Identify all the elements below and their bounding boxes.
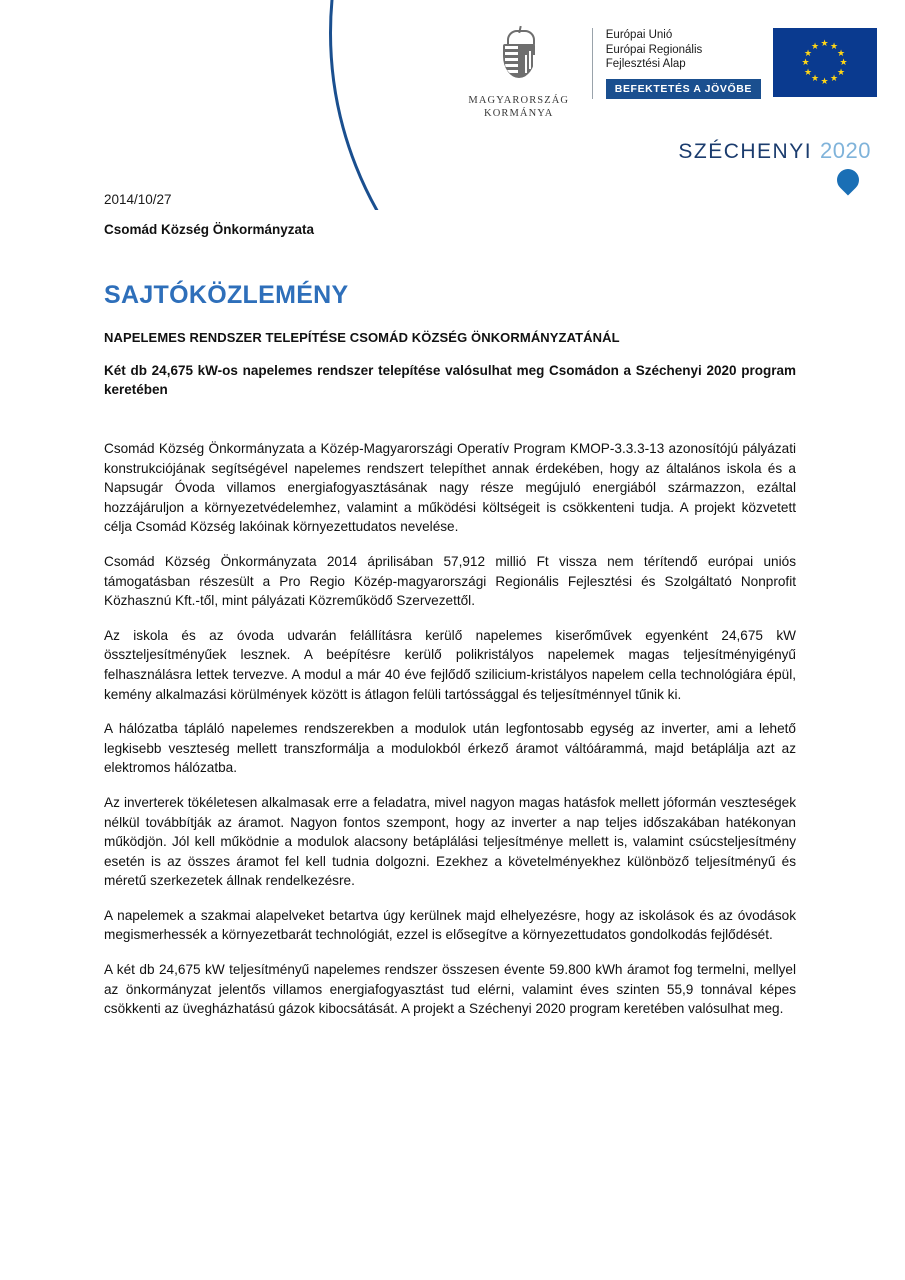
organization-name: Csomád Község Önkormányzata xyxy=(104,222,315,237)
paragraph: A két db 24,675 kW teljesítményű napelemes rendszer összesen évente 59.800 kWh áramot fog termelni, mellyel az önkormányzat jelentős villamos energiafogyasztást tud elérni, valamint éves szinten 55,9 tonnával képes csökkenti az üvegházhatású gázok kibocsátását. A projekt a Széchenyi 2020 program keretében valósulhat meg. xyxy=(104,962,796,1017)
paragraph: Az iskola és az óvoda udvarán felállításra kerülő napelemes kiserőművek egyenként 24,675 kW összteljesítményűek lesznek. A beépítésre kerülő polikristályos napelemek magas teljesítményigényű felhasználásra lettek tervezve. A modul a már 40 éve fejlődő szilicium-kristályos napelem cella technológiára épül, kemény alkalmazási körülmények között is átlagon felüli tartóssággal és teljesítménnyel tűnik ki. xyxy=(104,627,796,702)
eu-star-icon: ★ xyxy=(804,66,813,77)
paragraph: Csomád Község Önkormányzata 2014 áprilisában 57,912 millió Ft vissza nem térítendő európai uniós támogatásban részesült a Pro Regio Közép-magyarországi Regionális Fejlesztési és Szolgáltató Nonprofit Közhasznú Kft.-től, mint pályázati Közreműködő Szervezettől. xyxy=(104,553,796,609)
eu-star-icon: ★ xyxy=(836,66,846,77)
eu-star-icon: ★ xyxy=(839,57,848,67)
document-body xyxy=(104,0,804,1034)
page-title: SAJTÓKÖZLEMÉNY xyxy=(104,281,349,309)
eu-star-icon: ★ xyxy=(811,73,820,84)
paragraph: Csomád Község Önkormányzata a Közép-Magyarországi Operatív Program KMOP-3.3.3-13 azonosítójú pályázati konstrukciójának segítségével napelemes rendszert telepíthet annak érdekében, hogy az általános iskola és a Napsugár Óvoda villamos energiafogyasztásának nagy része megújuló energiából származzon, ezáltal hozzájáruljon a környezetvédelemhez, valamint a működési költségeit is csökkenteni tudja. A projekt közvetett célja Csomád Község lakóinak környezettudatos nevelése. xyxy=(104,441,796,535)
document-date: 2014/10/27 xyxy=(104,192,172,207)
eu-star-icon: ★ xyxy=(836,47,846,58)
eu-star-icon: ★ xyxy=(830,40,839,51)
paragraph: Az inverterek tökéletesen alkalmasak erre a feladatra, mivel nagyon magas hatásfok mellett jóformán veszteségek nélkül továbbítják az áramot. Nagyon fontos szempont, hogy az inverter a nap teljes időszakában hatékonyan működjön. Jól kell működnie a modulok alacsony betáplálási teljesítménye mellett is, valamint csúcsteljesítmény esetén is az összes áramot fel kell tudnia dolgozni. Ezekhez a követelményekhez különböző teljesítményű és méretű szerkezetek állnak rendelkezésre. xyxy=(104,794,796,889)
hungary-government-line1: MAGYARORSZÁG xyxy=(468,95,570,106)
hungary-government-line2: KORMÁNYA xyxy=(484,108,554,119)
eu-line3: Fejlesztési Alap xyxy=(605,58,686,70)
paragraph: A hálózatba tápláló napelemes rendszerekben a modulok után legfontosabb egység az inverter, ami a lehető legkisebb veszteség mellett transzformálja a modulokból érkező áramot váltóárammá, majd betáplálja azt az elektromos hálózatba. xyxy=(104,721,796,776)
document-lead: Két db 24,675 kW-os napelemes rendszer telepítése valósulhat meg Csomádon a Széchenyi 2020 program keretében xyxy=(104,363,796,397)
eu-line2: Európai Regionális xyxy=(605,43,703,56)
szechenyi-year: 2020 xyxy=(820,138,871,163)
eu-star-icon: ★ xyxy=(811,40,820,51)
investment-badge: BEFEKTETÉS A JÖVŐBE xyxy=(606,79,761,99)
paragraph-list xyxy=(104,439,804,1019)
szechenyi-name: SZÉCHENYI xyxy=(678,140,813,163)
document-subtitle: NAPELEMES RENDSZER TELEPÍTÉSE CSOMÁD KÖZSÉG ÖNKORMÁNYZATÁNÁL xyxy=(104,330,620,345)
eu-star-icon: ★ xyxy=(801,57,810,67)
eu-star-icon: ★ xyxy=(820,38,829,48)
eu-star-icon: ★ xyxy=(820,76,829,86)
eu-star-icon: ★ xyxy=(804,47,813,58)
eu-line1: Európai Unió xyxy=(605,29,673,41)
eu-star-icon: ★ xyxy=(830,73,839,84)
paragraph: A napelemek a szakmai alapelveket betartva úgy kerülnek majd elhelyezésre, hogy az iskolások és az óvodások megismerhessék a környezetbarát technológiát, ezzel is elősegítve a környezettudatos gondolkodás fejlődését. xyxy=(104,907,796,943)
